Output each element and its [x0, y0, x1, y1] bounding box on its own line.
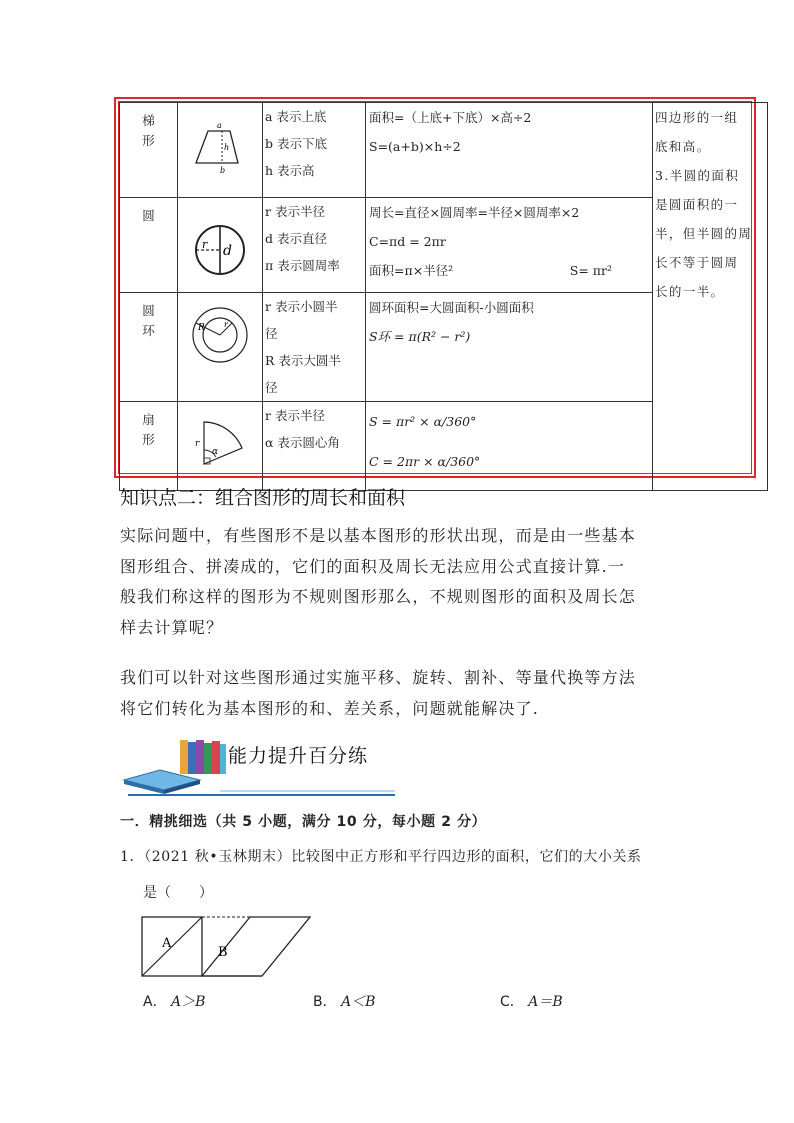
- paragraph-methods: [120, 663, 680, 724]
- formula-line: 面积=（上底+下底）×高÷2: [369, 110, 532, 125]
- svg-text:r: r: [224, 320, 228, 329]
- exercise-section-title: 一．精挑细选（共 5 小题，满分 10 分，每小题 2 分）: [120, 814, 487, 830]
- desc-line: R 表示大圆半: [265, 353, 341, 368]
- option-expr: A＝B: [528, 994, 563, 1010]
- option-expr: A＞B: [171, 994, 206, 1010]
- note-line: 底和高。: [655, 139, 711, 154]
- formula-cell: [366, 198, 653, 293]
- option-letter: B．: [313, 994, 337, 1010]
- svg-text:r: r: [195, 439, 200, 449]
- desc-line: r 表示半径: [265, 204, 325, 219]
- formula-cell: [366, 402, 653, 491]
- svg-text:d: d: [223, 243, 232, 259]
- svg-text:r: r: [202, 238, 208, 251]
- note-line: 长的一半。: [655, 284, 725, 299]
- desc-line: h 表示高: [265, 163, 315, 178]
- figure-label-b: B: [218, 945, 228, 960]
- formula-line: C=πd = 2πr: [369, 234, 446, 249]
- shape-name: 梯形: [142, 113, 155, 148]
- shape-name: 圆: [142, 208, 155, 223]
- option-c[interactable]: [500, 991, 563, 1011]
- formula-line: C = 2πr × α/360°: [369, 454, 481, 469]
- paragraph-line: 样去计算呢？: [120, 617, 224, 637]
- option-expr: A＜B: [341, 994, 376, 1010]
- paragraph-combined-shapes: [120, 521, 680, 643]
- table-row-trapezoid: [120, 103, 768, 198]
- paragraph-line: 将它们转化为基本图形的和、差关系，问题就能解决了.: [120, 698, 540, 718]
- formula-table: [119, 102, 768, 491]
- svg-text:b: b: [220, 166, 226, 175]
- note-line: 3.半圆的面积: [655, 168, 740, 183]
- formula-line: S = πr² × α/360°: [369, 414, 477, 429]
- formula-line: 周长=直径×圆周率=半径×圆周率×2: [369, 205, 580, 220]
- note-line: 长不等于圆周: [655, 255, 739, 270]
- formula-line: S=(a+b)×h÷2: [369, 139, 461, 154]
- square-parallelogram-figure: [140, 913, 315, 979]
- formula-line: [369, 256, 652, 285]
- desc-cell: [263, 293, 366, 402]
- option-letter: C．: [500, 994, 524, 1010]
- note-line: 四边形的一组: [655, 110, 739, 125]
- desc-line: α 表示圆心角: [265, 435, 340, 450]
- question-1-text-cont: 是（ ）: [143, 885, 213, 901]
- shape-name: 圆环: [142, 303, 155, 338]
- svg-text:a: a: [217, 121, 222, 130]
- section-heading: 知识点二：组合图形的周长和面积: [120, 487, 406, 509]
- paragraph-line: 实际问题中，有些图形不是以基本图形的形状出现，而是由一些基本: [120, 526, 637, 545]
- figure-cell: [178, 402, 263, 491]
- desc-line: a 表示上底: [265, 109, 327, 124]
- shape-name-cell: [120, 103, 178, 198]
- note-cell: [653, 103, 768, 491]
- desc-line: r 表示小圆半: [265, 299, 338, 314]
- shape-name-cell: [120, 402, 178, 491]
- note-line: 半，但半圆的周: [655, 226, 753, 241]
- shape-name: 扇形: [142, 412, 155, 447]
- formula-line: 圆环面积=大圆面积-小圆面积: [369, 300, 534, 315]
- desc-line: π 表示圆周率: [265, 258, 340, 273]
- formula-text: 面积=π×半径²: [369, 263, 454, 278]
- formula-text: S= πr²: [569, 263, 612, 278]
- formula-cell: [366, 293, 653, 402]
- formula-line: S环 = π(R² − r²): [369, 329, 471, 344]
- figure-cell: [178, 103, 263, 198]
- desc-cell: [263, 402, 366, 491]
- paragraph-line: 我们可以针对这些图形通过实施平移、旋转、割补、等量代换等方法: [120, 668, 637, 687]
- trapezoid-figure-icon: [180, 103, 260, 193]
- option-a[interactable]: [143, 991, 205, 1011]
- formula-cell: [366, 103, 653, 198]
- svg-text:R: R: [198, 323, 205, 333]
- desc-cell: [263, 198, 366, 293]
- shape-name-cell: [120, 198, 178, 293]
- figure-label-a: A: [162, 936, 172, 951]
- note-line: 是圆面积的一: [655, 197, 739, 212]
- option-letter: A．: [143, 994, 167, 1010]
- circle-figure-icon: [180, 198, 260, 288]
- desc-line: d 表示直径: [265, 231, 327, 246]
- svg-text:α: α: [212, 447, 219, 457]
- option-b[interactable]: [313, 991, 375, 1011]
- sector-figure-icon: [180, 402, 260, 486]
- svg-text:h: h: [224, 143, 230, 152]
- figure-cell: [178, 293, 263, 402]
- banner-title: 能力提升百分练: [228, 745, 369, 767]
- formula-table-frame: [114, 97, 756, 478]
- desc-line: 径: [265, 326, 278, 341]
- desc-line: 径: [265, 380, 278, 395]
- paragraph-line: 般我们称这样的图形为不规则图形那么，不规则图形的面积及周长怎: [120, 587, 637, 606]
- shape-name-cell: [120, 293, 178, 402]
- desc-line: r 表示半径: [265, 408, 325, 423]
- ring-figure-icon: [180, 293, 260, 393]
- desc-line: b 表示下底: [265, 136, 327, 151]
- desc-cell: [263, 103, 366, 198]
- question-1-text: 1．（2021 秋•玉林期末）比较图中正方形和平行四边形的面积，它们的大小关系: [120, 849, 642, 865]
- paragraph-line: 图形组合、拼凑成的，它们的面积及周长无法应用公式直接计算.一: [120, 556, 626, 576]
- figure-cell: [178, 198, 263, 293]
